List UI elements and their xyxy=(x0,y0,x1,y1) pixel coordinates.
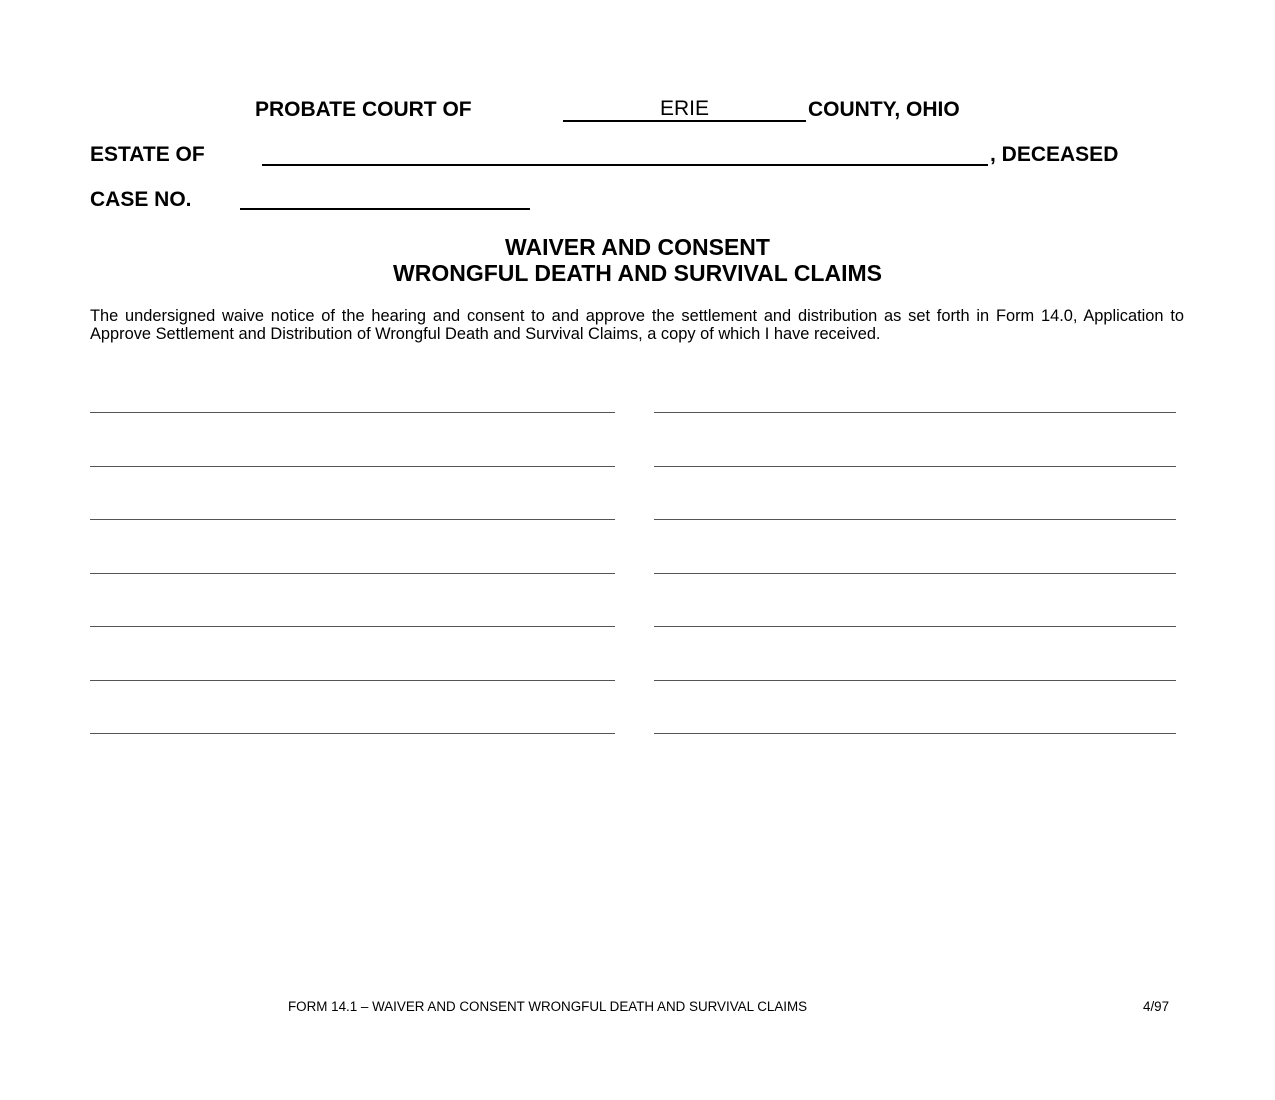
estate-underline xyxy=(262,164,988,166)
signature-line-right[interactable] xyxy=(654,626,1176,627)
form-subtitle: WRONGFUL DEATH AND SURVIVAL CLAIMS xyxy=(393,260,882,286)
signature-line-left[interactable] xyxy=(90,466,615,467)
signature-line-right[interactable] xyxy=(654,573,1176,574)
form-title: WAIVER AND CONSENT xyxy=(505,234,770,260)
signature-line-right[interactable] xyxy=(654,412,1176,413)
case-label: CASE NO. xyxy=(90,188,192,211)
footer-form-label: FORM 14.1 – WAIVER AND CONSENT WRONGFUL DEATH AND SURVIVAL CLAIMS xyxy=(288,999,808,1014)
signature-line-right[interactable] xyxy=(654,519,1176,520)
court-prefix: PROBATE COURT OF xyxy=(255,98,472,121)
county-field[interactable]: ERIE xyxy=(659,97,709,120)
signature-line-right[interactable] xyxy=(654,466,1176,467)
signature-line-left[interactable] xyxy=(90,680,615,681)
signature-line-left[interactable] xyxy=(90,733,615,734)
signature-line-left[interactable] xyxy=(90,519,615,520)
estate-label: ESTATE OF xyxy=(90,143,205,166)
case-underline xyxy=(240,208,530,210)
deceased-label: , DECEASED xyxy=(990,143,1119,166)
signature-line-right[interactable] xyxy=(654,733,1176,734)
county-underline xyxy=(563,120,806,122)
court-suffix: COUNTY, OHIO xyxy=(808,98,960,121)
waiver-paragraph: The undersigned waive notice of the hearing and consent to and approve the settlement and distribution as set forth in Form 14.0, Application to Approve Settlement and Distribution of Wrongful Death and Survival Claims, a copy of which I have received. xyxy=(90,307,1184,343)
signature-line-left[interactable] xyxy=(90,412,615,413)
footer-revision: 4/97 xyxy=(1143,999,1170,1014)
signature-line-right[interactable] xyxy=(654,680,1176,681)
signature-line-left[interactable] xyxy=(90,626,615,627)
signature-line-left[interactable] xyxy=(90,573,615,574)
